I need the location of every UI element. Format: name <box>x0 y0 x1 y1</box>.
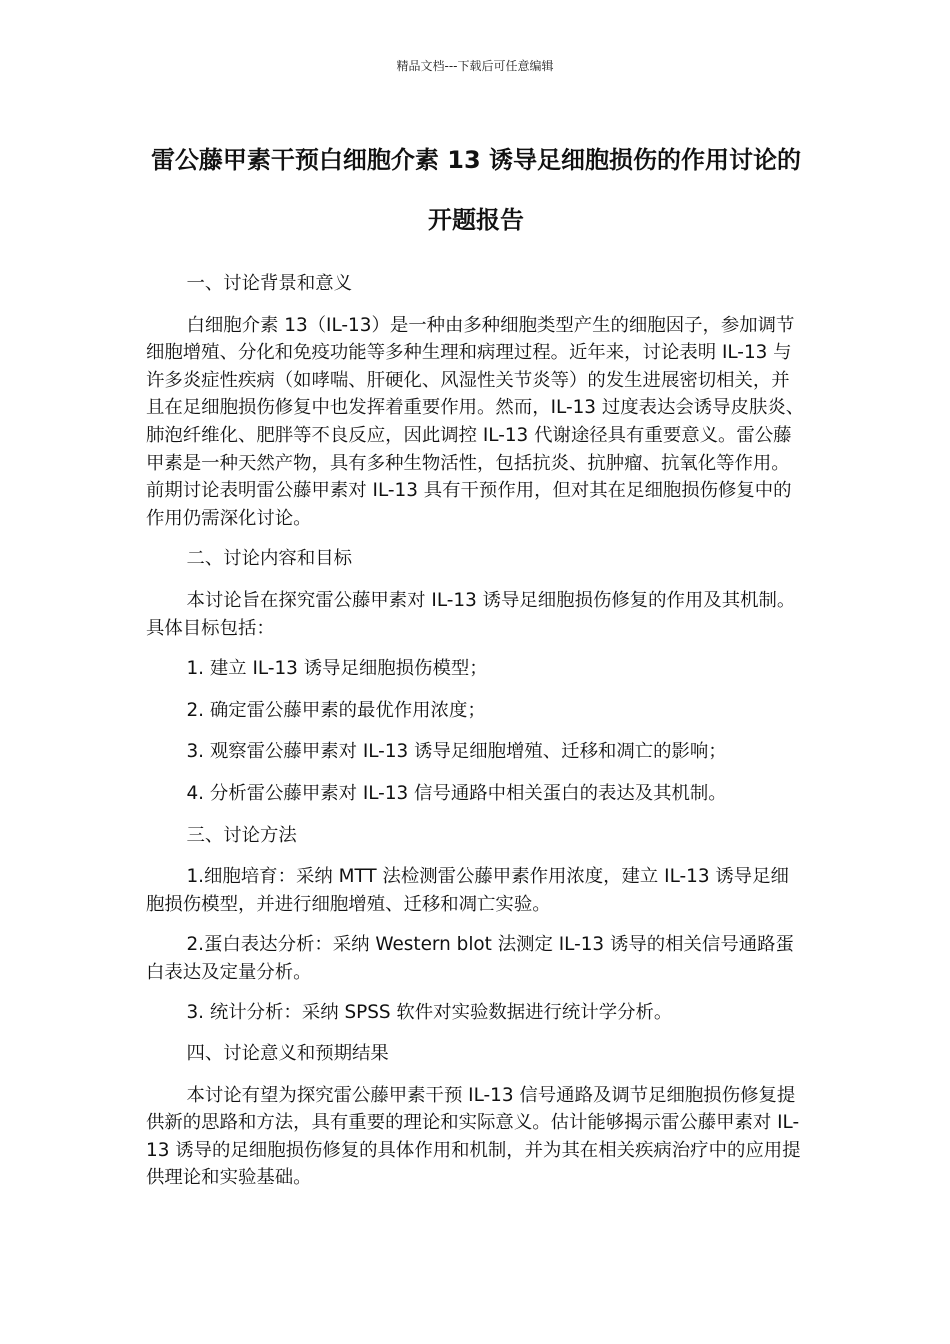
section-heading: 三、讨论方法 <box>186 824 297 846</box>
paragraph: 本讨论有望为探究雷公藤甲素干预 IL-13 信号通路及调节足细胞损伤修复提供新的思路和方法，具有重要的理论和实际意义。估计能够揭示雷公藤甲素对 IL-13 诱导的足细胞损伤修复的具体作用和机制，并为其在相关疾病治疗中的应用提供理论和实验基础。 <box>146 1084 801 1189</box>
document-body <box>146 270 806 1205</box>
method-item: 1.细胞培育：采纳 MTT 法检测雷公藤甲素作用浓度，建立 IL-13 诱导足细胞损伤模型，并进行细胞增殖、迁移和凋亡实验。 <box>146 866 789 915</box>
section-heading: 一、讨论背景和意义 <box>186 273 352 294</box>
paragraph: 本讨论旨在探究雷公藤甲素对 IL-13 诱导足细胞损伤修复的作用及其机制。具体目标包括： <box>146 589 796 639</box>
list-item: 2. 确定雷公藤甲素的最优作用浓度； <box>186 699 486 721</box>
section-heading: 二、讨论内容和目标 <box>186 548 352 570</box>
document-title: 雷公藤甲素干预白细胞介素 13 诱导足细胞损伤的作用讨论的开题报告 <box>150 146 802 234</box>
list-item: 4. 分析雷公藤甲素对 IL-13 信号通路中相关蛋白的表达及其机制。 <box>186 782 727 804</box>
section-heading: 四、讨论意义和预期结果 <box>186 1043 389 1065</box>
page-header: 精品文档---下载后可任意编辑 <box>396 59 554 73</box>
list-item: 3. 观察雷公藤甲素对 IL-13 诱导足细胞增殖、迁移和凋亡的影响； <box>186 741 727 763</box>
method-item: 2.蛋白表达分析：采纳 Western blot 法测定 IL-13 诱导的相关信号通路蛋白表达及定量分析。 <box>146 934 794 983</box>
list-item: 1. 建立 IL-13 诱导足细胞损伤模型； <box>186 658 488 680</box>
method-item: 3. 统计分析：采纳 SPSS 软件对实验数据进行统计学分析。 <box>186 1002 673 1024</box>
paragraph: 白细胞介素 13（IL-13）是一种由多种细胞类型产生的细胞因子，参加调节细胞增殖、分化和免疫功能等多种生理和病理过程。近年来，讨论表明 IL-13 与许多炎症性疾病（如哮喘、肝硬化、风湿性关节炎等）的发生进展密切相关，并且在足细胞损伤修复中也发挥着重要作用。然而，IL-13 过度表达会诱导皮肤炎、肺泡纤维化、肥胖等不良反应，因此调控 IL-13 代谢途径具有重要意义。雷公藤甲素是一种天然产物，具有多种生物活性，包括抗炎、抗肿瘤、抗氧化等作用。前期讨论表明雷公藤甲素对 IL-13 具有干预作用，但对其在足细胞损伤修复中的作用仍需深化讨论。 <box>146 314 805 529</box>
